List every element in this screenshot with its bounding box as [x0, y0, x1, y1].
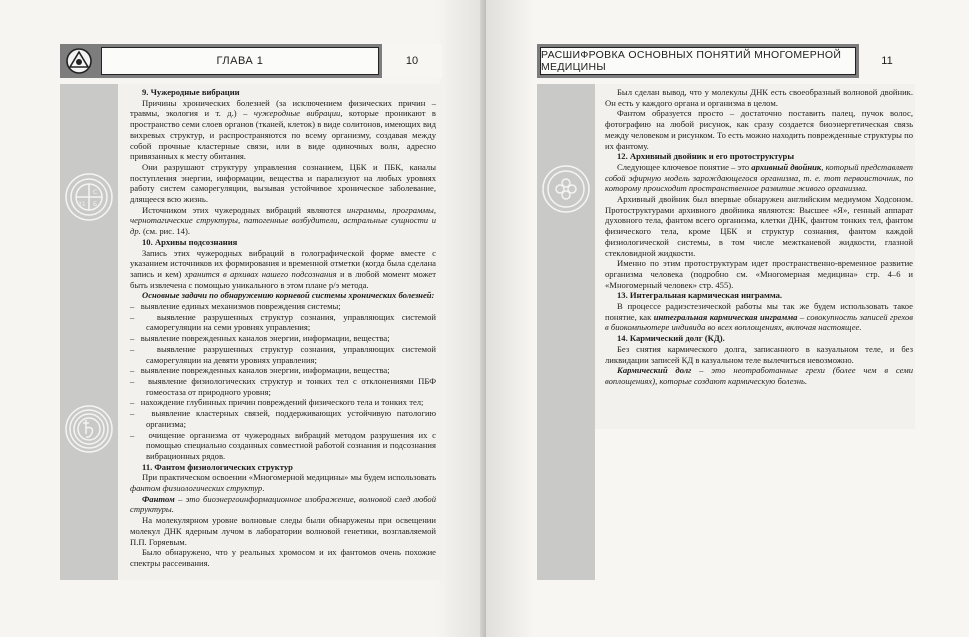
text-run: – это биоэнергоинформационное изображение, волновой след любой структуры.: [130, 493, 436, 515]
list-item: – выявление разрушенных структур сознания, управляющих системой саморегуляции на семи уровнях управления;: [130, 312, 436, 333]
section-heading: 9. Чужеродные вибрации: [142, 87, 240, 97]
chapter-title: ГЛАВА 1: [101, 47, 379, 75]
paragraph: [130, 547, 436, 568]
text-run: Фантом: [142, 493, 175, 504]
list-item: – нахождение глубинных причин повреждений физического тела и тонких тел;: [130, 397, 436, 408]
paragraph: [605, 258, 913, 290]
running-title: РАСШИФРОВКА ОСНОВНЫХ ПОНЯТИЙ МНОГОМЕРНОЙ МЕДИЦИНЫ: [540, 47, 856, 75]
text-run: хранится в архивах нашего подсознания: [184, 268, 337, 279]
paragraph: [130, 290, 436, 301]
text-run: Причины хронических болезней (за исключением физических причин – травмы, экология и т. д.) –: [130, 97, 436, 119]
text-run: интегральная кармическая инграмма: [653, 311, 798, 322]
section-heading: 10. Архивы подсознания: [142, 236, 238, 247]
emblem-letter-b: Б: [93, 201, 98, 208]
right-page-body: [599, 86, 919, 431]
paragraph: [130, 515, 436, 547]
right-margin-strip: [537, 84, 595, 580]
list-item: – выявление кластерных связей, поддерживающих устойчивую патологию организма;: [130, 408, 436, 429]
text-run: (см. рис. 14).: [140, 226, 190, 237]
mandala-cross-emblem-icon: [64, 172, 114, 222]
text-run: Источником этих чужеродных вибраций являются: [142, 204, 347, 215]
text-run: и в любой момент может быть извлечена с помощью уникального в этом плане р/э метода.: [130, 268, 436, 290]
right-page-body-panel: [595, 84, 915, 429]
text-run: Они разрушают структуру управления сознанием, ЦБК и ПБК, каналы поступления энергии, информации, вещества и парализуют на любых уровнях работу систем саморегуляции, вызывая устойчивое хроническое заболевание, длящееся всю жизнь.: [130, 161, 436, 205]
text-run: , который представляет собой эфирную модель зарождающегося организма, т. е. тот первоисточник, по которому происходит пространственное развитие живого организма.: [605, 161, 913, 194]
paragraph: [130, 205, 436, 237]
left-page-body: [118, 84, 442, 580]
list-item: – выявление единых механизмов повреждения системы;: [130, 301, 436, 312]
right-page-header: [537, 44, 915, 78]
paragraph: [605, 108, 913, 151]
flower-mandala-emblem-icon: [541, 164, 591, 214]
saturn-symbol-emblem-icon: [64, 404, 114, 454]
page-number: 11: [881, 55, 893, 67]
paragraph: [605, 301, 913, 333]
text-run: – это неотработанные грехи (более чем в семи воплощениях), которые создают кармическую болезнь.: [605, 365, 913, 386]
paragraph: [605, 87, 913, 108]
text-run: Фантом образуется просто – достаточно поставить палец, пучок волос, фотографию на любой рисунок, как сразу создается биоэнергетическая связь между человеком и рисунком. То есть можно находить поврежденные структуры по их фантому.: [605, 108, 913, 151]
section-heading: 13. Интегральная кармическая инграмма.: [617, 290, 783, 301]
paragraph: [130, 494, 436, 515]
paragraph: [130, 98, 436, 162]
text-run: архивный двойник: [751, 161, 822, 172]
section-heading: 14. Кармический долг (КД).: [617, 333, 725, 344]
paragraph: [130, 472, 436, 493]
list-item: – выявление разрушенных структур сознания, управляющих системой саморегуляции на девяти уровнях управления;: [130, 344, 436, 365]
left-page-header: [60, 44, 442, 78]
paragraph: [605, 162, 913, 194]
list-item: – очищение организма от чужеродных вибраций методом разрушения их с помощью специально созданных совместной работой сознания и подсознания вибрационных рядов.: [130, 430, 436, 462]
text-run: На молекулярном уровне волновые следы были обнаружены при освещении молекул ДНК ядерным лучом в лаборатории волновой генетики, возглавляемой П.П. Горяевым.: [130, 515, 436, 547]
text-run: Кармический долг: [617, 365, 692, 376]
paragraph: [130, 248, 436, 291]
text-run: инграммы, программы, чернomагические структуры, патогенные возбудители, астральные сущности и др.: [130, 204, 436, 237]
text-run: чужеродные вибрации: [253, 108, 341, 119]
text-run: Именно по этим протоструктурам идет пространственно-временное развитие организма человека (подробно см. «Многомерная медицина» стр. 4–6 и «Многомерный человек» стр. 455).: [605, 258, 913, 290]
text-run: Следующее ключевое понятие – это: [617, 161, 752, 172]
text-run: Запись этих чужеродных вибраций в голографической форме вместе с указанием источников их формирования и временной отметки (когда была сделана запись и кем): [130, 247, 436, 279]
emblem-letter-c: С: [93, 189, 98, 196]
triangle-in-circle-logo-icon: [60, 44, 98, 78]
paragraph: [605, 194, 913, 258]
list-item: – выявление поврежденных каналов энергии, информации, вещества;: [130, 333, 436, 344]
list-item: – выявление физиологических структур и тонких тел с отклонениями ПБФ гомеостаза от природного уровня;: [130, 376, 436, 397]
text-run: Основные задачи по обнаружению корневой системы хронических болезней:: [142, 290, 435, 301]
paragraph: [605, 344, 913, 365]
emblem-number: 31: [78, 201, 86, 208]
left-page: [0, 0, 484, 637]
section-heading: 12. Архивный двойник и его протоструктуры: [617, 151, 795, 162]
text-run: При практическом освоении «Многомерной медицины» мы будем использовать: [142, 472, 436, 483]
page-number: 10: [382, 44, 442, 78]
paragraph: [605, 365, 913, 386]
text-run: , которые проникают в пространство семи слоев органов (тканей, клеток) в виде солитонов, имеющих вид вихревых структур, и распространяются по всему организму, создавая между собой прочные кластерные связи, или в виде одиночных волн, адресно привязанных к месту обитания.: [130, 108, 436, 162]
paragraph: [130, 162, 436, 205]
text-run: Был сделан вывод, что у молекулы ДНК есть своеобразный волновой двойник. Он есть у каждого органа и организма в целом.: [605, 87, 913, 108]
text-run: Было обнаружено, что у реальных хромосом и их фантомов очень похожие спектры рассеивания.: [130, 547, 436, 568]
text-run: Архивный двойник был впервые обнаружен английским медиумом Ходсоном. Протоструктурами архивного двойника являются: Высшее «Я», генный аппарат духовного тела, фантом всего организма, клетки ДНК, фантом тонких тел, фантом физического тела, кроме ЦБК и структур сознания, фантом каждой физиологической системы, в том числе межтканевой жидкости, глазной стекловидной жидкости.: [605, 194, 913, 258]
text-run: В процессе радиэстезической работы мы так же будем использовать такое понятие, как: [605, 301, 913, 322]
text-run: .: [262, 483, 265, 494]
list-item: – выявление поврежденных каналов энергии, информации, вещества;: [130, 365, 436, 376]
left-margin-strip: [60, 84, 118, 580]
text-run: фантом физиологических структур: [130, 483, 263, 494]
text-run: Без снятия кармического долга, записанного в казуальном теле, и без ликвидации записей КД в казуальном теле вылечиться невозможно.: [605, 343, 913, 365]
task-list: [130, 301, 436, 462]
section-heading: 11. Фантом физиологических структур: [142, 461, 293, 472]
text-run: – совокупность записей грехов в биокомпьютере индивида во всех воплощениях, включая настоящее.: [605, 311, 913, 333]
